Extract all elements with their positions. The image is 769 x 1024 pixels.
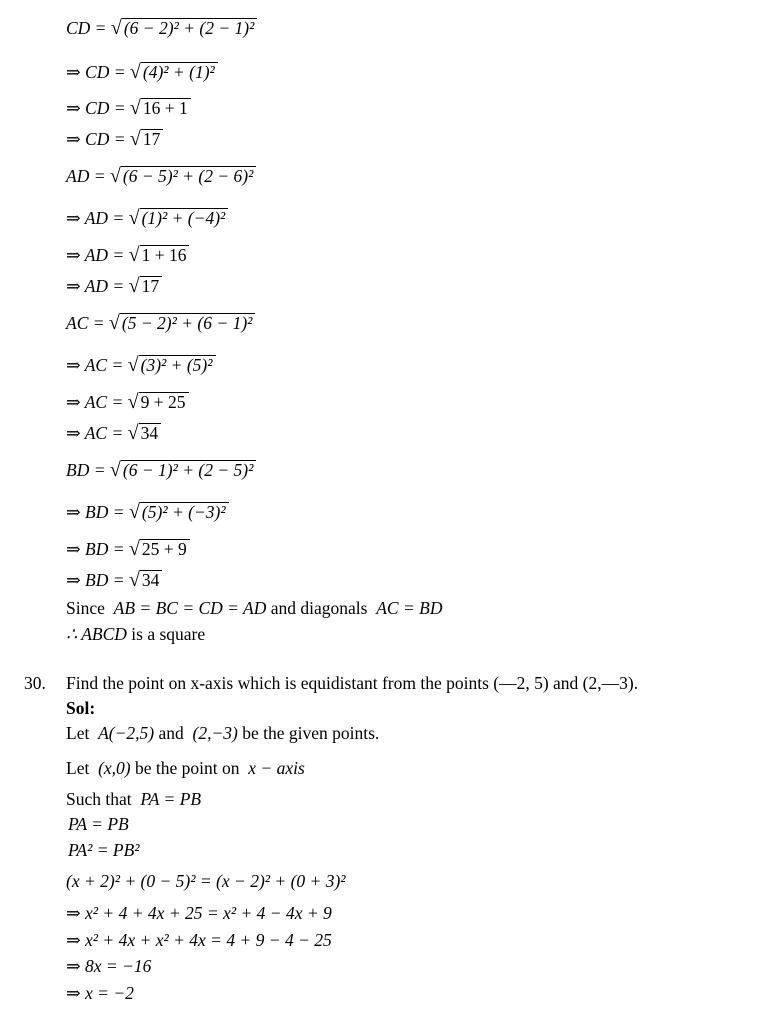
ac-lhs: AC = [66, 313, 109, 333]
cd-radicand: 17 [141, 129, 164, 149]
sol-step-6: (x + 2)² + (0 − 5)² = (x − 2)² + (0 + 3)² [66, 871, 346, 891]
sqrt-symbol: √ [128, 538, 140, 560]
sqrt-symbol: √ [110, 17, 122, 39]
ad-line-2 [66, 208, 228, 228]
point-a: A(−2,5) [98, 723, 155, 743]
step2-pre: Let [66, 758, 90, 778]
ad-radicand: (6 − 5)² + (2 − 6)² [121, 166, 256, 186]
cd-radicand: 16 + 1 [141, 98, 191, 118]
sqrt-symbol: √ [128, 569, 140, 591]
bd-radicand: (5)² + (−3)² [140, 502, 229, 522]
sqrt-symbol: √ [128, 275, 140, 297]
sol-step-3 [66, 791, 201, 809]
ac-radicand: (3)² + (5)² [139, 355, 216, 375]
sqrt-symbol: √ [129, 61, 141, 83]
cd-line-2 [66, 62, 218, 82]
ac-line-1 [66, 313, 255, 333]
sqrt-symbol: √ [109, 459, 121, 481]
sol-step-4: PA = PB [68, 814, 129, 834]
cd-radicand: (6 − 2)² + (2 − 1)² [122, 18, 257, 38]
cd-line-3 [66, 98, 191, 118]
cd-lhs: ⇒ CD = [66, 98, 130, 118]
cd-radicand: (4)² + (1)² [141, 62, 218, 82]
sqrt-symbol: √ [127, 391, 139, 413]
sqrt-symbol: √ [128, 501, 140, 523]
ad-lhs: ⇒ AD = [66, 208, 129, 228]
sqrt-symbol: √ [129, 97, 141, 119]
x-axis-text: x − axis [248, 758, 305, 778]
bd-line-3 [66, 539, 190, 559]
sol-step-1 [66, 725, 379, 743]
bd-lhs: ⇒ BD = [66, 570, 129, 590]
sol-step-9: ⇒ 8x = −16 [66, 956, 152, 976]
ad-radicand: (1)² + (−4)² [140, 208, 229, 228]
ad-line-1 [66, 166, 256, 186]
sol-label-text: Sol: [66, 698, 96, 718]
step1-and: and [158, 723, 184, 743]
ad-lhs: AD = [66, 166, 110, 186]
and-diagonals-text: and diagonals [270, 598, 368, 618]
ac-radicand: 9 + 25 [139, 392, 189, 412]
point-p: (x,0) [98, 758, 131, 778]
point-b: (2,−3) [192, 723, 238, 743]
since-word: Since [66, 598, 105, 618]
bd-lhs: BD = [66, 460, 110, 480]
sqrt-symbol: √ [128, 207, 140, 229]
bd-line-2 [66, 502, 229, 522]
question-number: 30. [24, 673, 46, 693]
ad-radicand: 17 [140, 276, 163, 296]
sqrt-symbol: √ [109, 165, 121, 187]
is-a-square-text: is a square [131, 624, 206, 644]
ad-line-4 [66, 276, 162, 296]
sqrt-symbol: √ [128, 244, 140, 266]
sol-step-10: ⇒ x = −2 [66, 983, 134, 1003]
question-text: Find the point on x-axis which is equidistant from the points (—2, 5) and (2,—3). [66, 673, 639, 693]
sqrt-symbol: √ [127, 422, 139, 444]
ac-lhs: ⇒ AC = [66, 423, 128, 443]
diagonals-equation: AC = BD [376, 598, 443, 618]
sqrt-symbol: √ [129, 128, 141, 150]
bd-line-4 [66, 570, 162, 590]
step2-mid: be the point on [135, 758, 240, 778]
bd-radicand: (6 − 1)² + (2 − 5)² [121, 460, 256, 480]
ac-line-4 [66, 423, 161, 443]
cd-lhs: CD = [66, 18, 111, 38]
step3-pre: Such that [66, 789, 132, 809]
ac-line-2 [66, 355, 216, 375]
sol-step-5: PA² = PB² [68, 840, 140, 860]
ac-radicand: 34 [139, 423, 162, 443]
cd-lhs: ⇒ CD = [66, 62, 130, 82]
bd-line-1 [66, 460, 256, 480]
ad-lhs: ⇒ AD = [66, 245, 129, 265]
sqrt-symbol: √ [127, 354, 139, 376]
ac-lhs: ⇒ AC = [66, 355, 128, 375]
since-line [66, 600, 442, 618]
cd-line-1 [66, 18, 257, 38]
step3-equation: PA = PB [140, 789, 202, 809]
sol-step-7: ⇒ x² + 4 + 4x + 25 = x² + 4 − 4x + 9 [66, 903, 332, 923]
since-equation: AB = BC = CD = AD [113, 598, 267, 618]
sqrt-symbol: √ [108, 312, 120, 334]
bd-radicand: 25 + 9 [140, 539, 190, 559]
ac-lhs: ⇒ AC = [66, 392, 128, 412]
ac-radicand: (5 − 2)² + (6 − 1)² [120, 313, 255, 333]
sol-step-8: ⇒ x² + 4x + x² + 4x = 4 + 9 − 4 − 25 [66, 930, 332, 950]
ad-lhs: ⇒ AD = [66, 276, 129, 296]
cd-line-4 [66, 129, 163, 149]
therefore-abcd: ∴ ABCD [66, 624, 127, 644]
bd-lhs: ⇒ BD = [66, 539, 129, 559]
bd-radicand: 34 [140, 570, 163, 590]
step1-post: be the given points. [242, 723, 380, 743]
cd-lhs: ⇒ CD = [66, 129, 130, 149]
sol-label [66, 700, 95, 718]
therefore-line [66, 626, 205, 644]
ad-line-3 [66, 245, 189, 265]
step1-pre: Let [66, 723, 90, 743]
sol-step-2 [66, 760, 305, 778]
ad-radicand: 1 + 16 [140, 245, 190, 265]
bd-lhs: ⇒ BD = [66, 502, 129, 522]
ac-line-3 [66, 392, 189, 412]
